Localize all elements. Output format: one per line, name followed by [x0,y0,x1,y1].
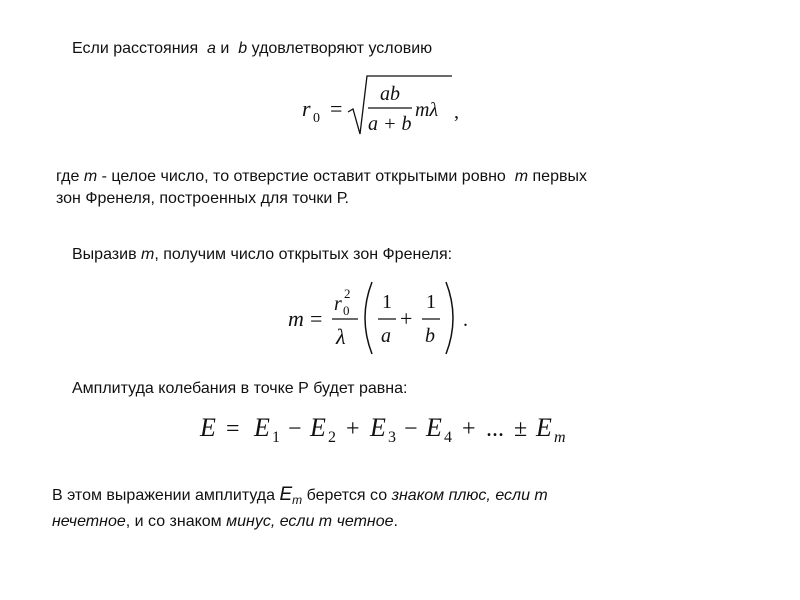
comma: , [454,101,459,123]
text: и [220,40,230,57]
formula-amplitude [198,408,608,453]
E1-symbol: E [254,413,270,442]
paragraph-zones [56,166,587,210]
paragraph-sign-rule [52,484,732,533]
text: первых [532,168,587,185]
E4-subscript: 4 [444,429,452,446]
paragraph-express [72,244,452,266]
denominator: a + b [368,113,412,135]
E2-symbol: E [310,413,326,442]
var-m: m [83,168,98,185]
plus: + [462,416,476,442]
plus: + [400,306,413,331]
line-2: зон Френеля, построенных для точки Р. [56,190,349,207]
r-subscript: 0 [343,303,350,318]
numerator-b: 1 [426,291,436,313]
numerator-a: 1 [382,291,392,313]
m-lambda: mλ [415,99,439,121]
formula-radius [300,72,470,147]
text: , получим число открытых зон Френеля: [154,246,453,263]
ellipsis: ... [486,416,504,442]
minus: − [288,416,302,442]
numerator: ab [380,83,400,105]
italic-text: нечетное [52,513,126,531]
m-symbol: m [288,306,304,331]
E3-symbol: E [370,413,386,442]
E-subscript: m [292,493,303,508]
formula-radius-svg [300,72,470,142]
E1-subscript: 1 [272,429,280,446]
var-a: a [207,40,216,57]
E2-subscript: 2 [328,429,336,446]
equals: = [330,96,343,121]
text: удовлетворяют условию [251,40,433,57]
Em-subscript: m [554,429,566,446]
text: , и со знаком [125,513,222,531]
text: Если расстояния [72,40,199,57]
paragraph-amplitude: Амплитуда колебания в точке Р будет равна: [72,380,408,397]
paragraph-condition [72,38,432,60]
plus: + [346,416,360,442]
formula-zone-count [286,276,486,365]
var-m: m [514,168,529,185]
equals: = [310,306,323,331]
text: Выразив [72,246,137,263]
r-subscript: 0 [313,111,320,126]
period: . [463,309,468,331]
denominator-b: b [425,325,435,347]
line-1 [56,166,587,188]
minus: − [404,416,418,442]
text: где [56,168,80,185]
r-superscript: 2 [344,286,351,301]
equals: = [226,416,240,442]
line-2 [52,511,732,533]
Em-symbol: E [536,413,552,442]
var-b: b [238,40,248,57]
italic-text: минус, если m четное [226,513,394,531]
lambda: λ [336,324,346,349]
text: . [393,513,398,531]
E-symbol: E [200,413,216,442]
italic-text: знаком плюс, если m [391,487,548,504]
left-paren [365,282,372,354]
var-m: m [141,246,155,263]
denominator-a: a [381,325,391,347]
line-1 [52,484,732,511]
formula-zone-count-svg [286,276,486,360]
r-symbol: r [334,293,342,315]
right-paren [446,282,453,354]
text: берется со [306,487,388,504]
text: - целое число, то отверстие оставит открытыми ровно [101,168,506,185]
plus-minus: ± [514,416,528,442]
text: В этом выражении амплитуда [52,487,276,504]
E4-symbol: E [426,413,442,442]
E3-subscript: 3 [388,429,396,446]
E-symbol: E [279,484,293,505]
r-symbol: r [302,96,311,121]
formula-amplitude-svg [198,408,608,448]
